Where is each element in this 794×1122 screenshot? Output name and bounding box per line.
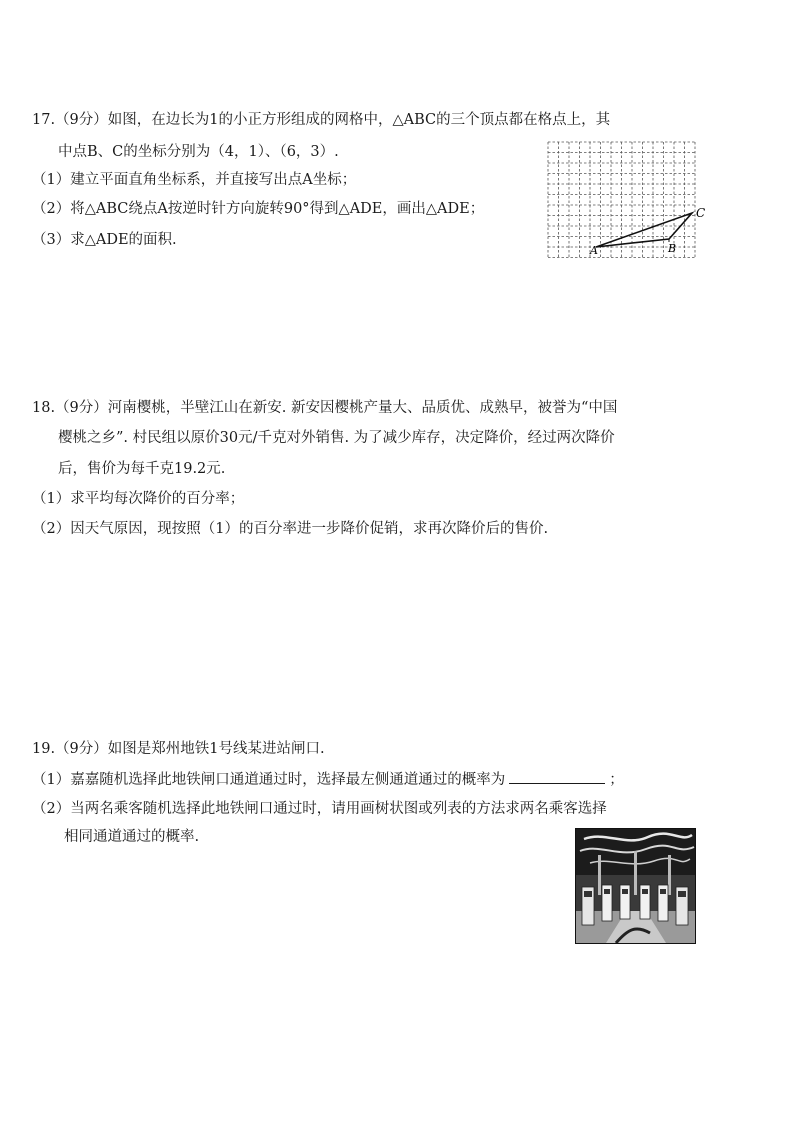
q19-stem: 19.（9分）如图是郑州地铁1号线某进站闸口. bbox=[32, 741, 325, 757]
q17-part3: （3）求△ADE的面积. bbox=[32, 232, 177, 248]
q19-part1-end: ； bbox=[609, 772, 624, 788]
q17-part1: （1）建立平面直角坐标系，并直接写出点A坐标； bbox=[32, 172, 357, 188]
q17-grid-figure bbox=[544, 140, 714, 258]
q17-stem-line2: 中点B、C的坐标分别为（4，1）、（6，3）. bbox=[58, 144, 339, 160]
q18-stem-line3: 后，售价为每千克19.2元. bbox=[58, 461, 226, 477]
q19-part1 bbox=[32, 769, 624, 790]
q18-part1: （1）求平均每次降价的百分率； bbox=[32, 491, 245, 507]
subway-gate-photo bbox=[575, 828, 696, 944]
q19-part1-text: （1）嘉嘉随机选择此地铁闸口通道通过时，选择最左侧通道通过的概率为 bbox=[32, 772, 506, 788]
q17-stem-line1: 17.（9分）如图，在边长为1的小正方形组成的网格中，△ABC的三个顶点都在格点上，其 bbox=[32, 112, 611, 128]
q18-stem-line2: 樱桃之乡”. 村民组以原价30元/千克对外销售. 为了减少库存，决定降价，经过两次降价 bbox=[58, 430, 615, 446]
grid-lines bbox=[548, 142, 695, 258]
subway-gate-illustration bbox=[576, 829, 695, 943]
q18-stem-line1: 18.（9分）河南樱桃，半壁江山在新安. 新安因樱桃产量大、品质优、成熟早，被誉为“中国 bbox=[32, 400, 618, 416]
q19-part2-line2: 相同通道通过的概率. bbox=[64, 829, 200, 845]
label-b: B bbox=[668, 242, 677, 255]
label-c: C bbox=[696, 206, 706, 220]
answer-blank[interactable] bbox=[509, 769, 605, 784]
label-a: A bbox=[590, 244, 598, 257]
q18-part2: （2）因天气原因，现按照（1）的百分率进一步降价促销，求再次降价后的售价. bbox=[32, 521, 549, 537]
q17-part2: （2）将△ABC绕点A按逆时针方向旋转90°得到△ADE，画出△ADE； bbox=[32, 201, 485, 217]
triangle-abc bbox=[596, 213, 692, 247]
q19-part2-line1: （2）当两名乘客随机选择此地铁闸口通过时，请用画树状图或列表的方法求两名乘客选择 bbox=[32, 801, 607, 817]
